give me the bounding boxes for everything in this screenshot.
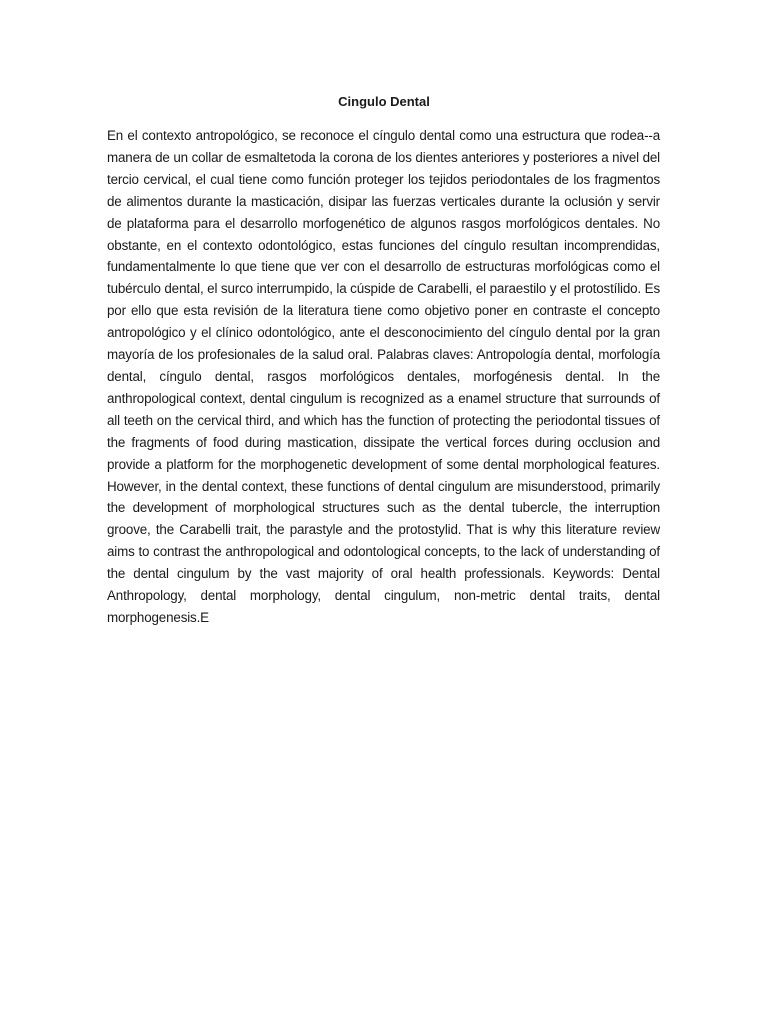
abstract-paragraph: En el contexto antropológico, se reconoce el cíngulo dental como una estructura que rodea--a manera de un collar de esmaltetoda la corona de los dientes anteriores y posteriores a nivel del tercio cervical, el cual tiene como función proteger los tejidos periodontales de los fragmentos de alimentos durante la masticación, disipar las fuerzas verticales durante la oclusión y servir de plataforma para el desarrollo morfogenético de algunos rasgos morfológicos dentales. No obstante, en el contexto odontológico, estas funciones del cíngulo resultan incomprendidas, fundamentalmente lo que tiene que ver con el desarrollo de estructuras morfológicas como el tubérculo dental, el surco interrumpido, la cúspide de Carabelli, el paraestilo y el protostílido. Es por ello que esta revisión de la literatura tiene como objetivo poner en contraste el concepto antropológico y el clínico odontológico, ante el desconocimiento del cíngulo dental por la gran mayoría de los profesionales de la salud oral. Palabras claves: Antropología dental, morfología dental, cíngulo dental, rasgos morfológicos dentales, morfogénesis dental. In the anthropological context, dental cingulum is recognized as a enamel structure that surrounds of all teeth on the cervical third, and which has the function of protecting the periodontal tissues of the fragments of food during mastication, dissipate the vertical forces during occlusion and provide a platform for the morphogenetic development of some dental morphological features. However, in the dental context, these functions of dental cingulum are misunderstood, primarily the development of morphological structures such as the dental tubercle, the interruption groove, the Carabelli trait, the parastyle and the protostylid. That is why this literature review aims to contrast the anthropological and odontological concepts, to the lack of understanding of the dental cingulum by the vast majority of oral health professionals. Keywords: Dental Anthropology, dental morphology, dental cingulum, non-metric dental traits, dental morphogenesis.E [107, 128, 660, 625]
page-title: Cingulo Dental [338, 94, 430, 109]
